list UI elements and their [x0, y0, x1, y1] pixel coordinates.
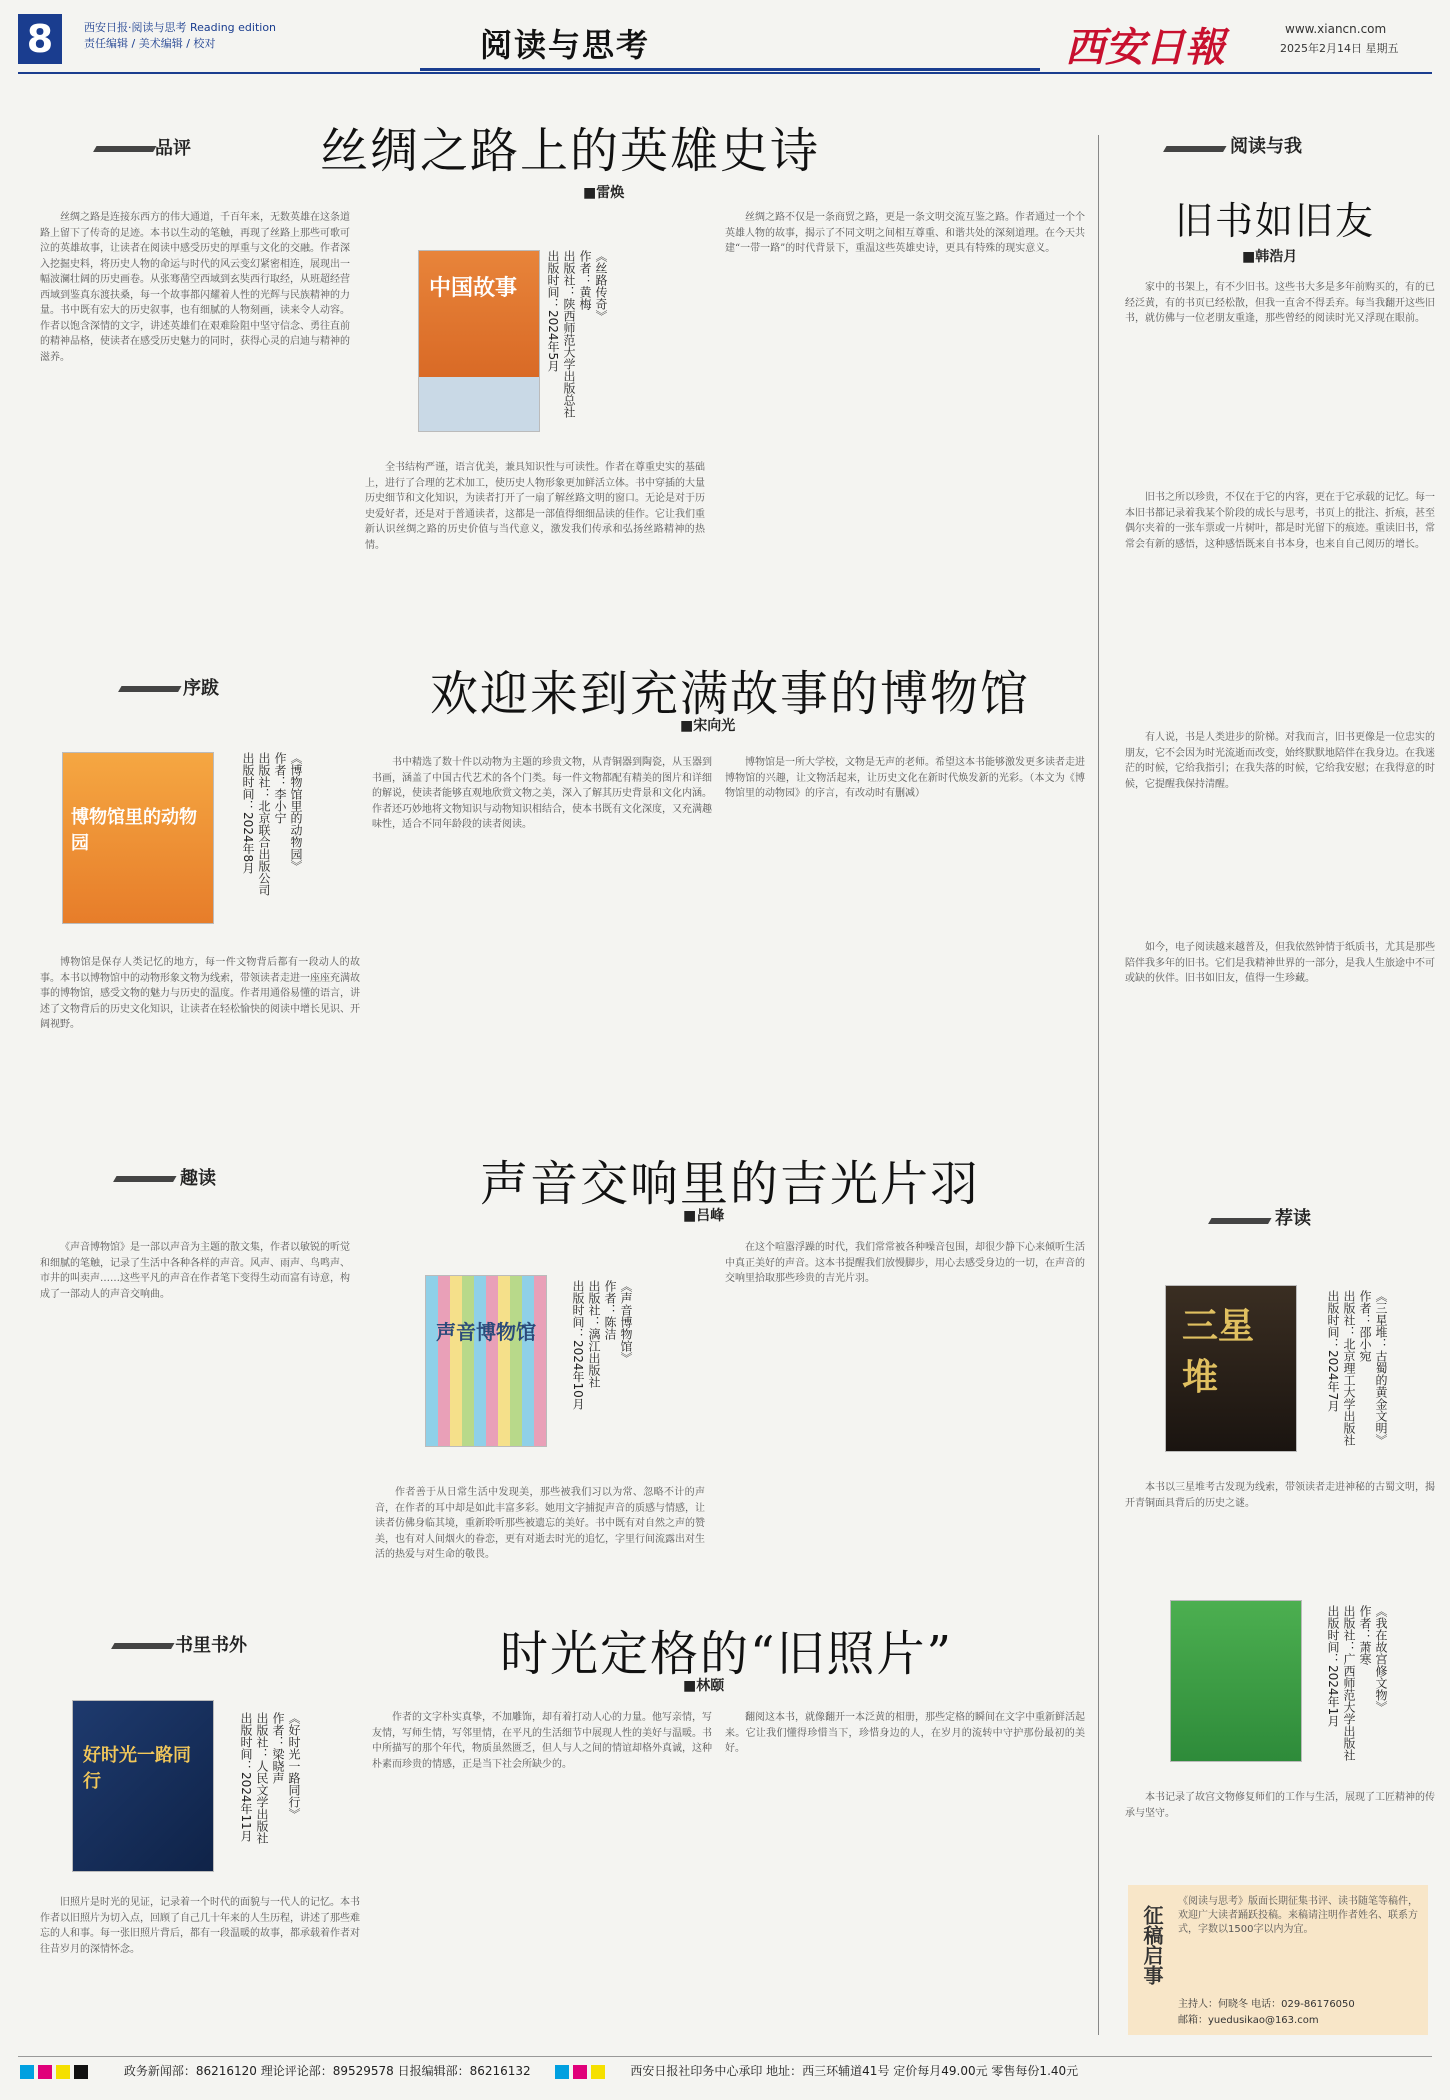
article-author-3: ■吕峰	[683, 1208, 725, 1224]
book-info-2-author: 作者：李小宁	[273, 752, 287, 824]
sidebar-body-2: 旧书之所以珍贵，不仅在于它的内容，更在于它承载的记忆。每一本旧书都记录着我某个阶段的成长与思考，书页上的批注、折痕，甚至偶尔夹着的一张车票或一片树叶，都是时光留下的痕迹。重读旧书，常常会有新的感悟，这种感悟既来自书本身，也来自自己阅历的增长。	[1125, 492, 1435, 550]
footer-contacts: 政务新闻部：86216120 理论评论部：89529578 日报编辑部：86216132	[123, 2064, 531, 2078]
rec-cover-1-label: 三星堆	[1182, 1305, 1255, 1398]
tag-brush-icon	[1208, 1200, 1282, 1224]
tag-yueduyuwo: 阅读与我	[1230, 136, 1302, 157]
section-title: 阅读与思考	[480, 26, 651, 64]
page-number: 8	[18, 14, 62, 64]
article-body-1b: 全书结构严谨，语言优美，兼具知识性与可读性。作者在尊重史实的基础上，进行了合理的艺术加工，使历史人物形象更加鲜活立体。书中穿插的大量历史细节和文化知识，为读者打开了一扇了解丝路文明的窗口。无论是对于历史爱好者，还是对于普通读者，这都是一部值得细细品读的佳作。它让我们重新认识丝绸之路的历史价值与当代意义，激发我们传承和弘扬丝路精神的热情。	[365, 462, 705, 551]
book-info-4-date: 出版时间：2024年11月	[239, 1712, 253, 1842]
color-bar-icon	[591, 2065, 605, 2079]
rec-blurb-2: 本书记录了故宫文物修复师们的工作与生活，展现了工匠精神的传承与坚守。	[1125, 1792, 1435, 1819]
article-author-2: ■宋向光	[680, 718, 736, 734]
book-info-4-author: 作者：梁晓声	[271, 1712, 285, 1784]
call-for-papers-box	[1128, 1885, 1428, 2035]
article-body-4b: 作者的文字朴实真挚，不加雕饰，却有着打动人心的力量。他写亲情，写友情，写师生情，写邻里情，在平凡的生活细节中展现人性的美好与温暖。书中所描写的那个年代，物质虽然匮乏，但人与人之间的情谊却格外真诚，这种朴素而珍贵的情感，正是当下社会所缺少的。	[372, 1712, 712, 1770]
color-bar-icon	[74, 2065, 88, 2079]
color-bar-icon	[20, 2065, 34, 2079]
article-body-2c: 博物馆是一所大学校，文物是无声的老师。希望这本书能够激发更多读者走进博物馆的兴趣，让文物活起来，让历史文化在新时代焕发新的光彩。（本文为《博物馆里的动物园》的序言，有改动时有删减）	[725, 757, 1085, 799]
rec-info-1-title: 《三星堆：古蜀的黄金文明》	[1374, 1290, 1388, 1446]
article-body-4c: 翻阅这本书，就像翻开一本泛黄的相册，那些定格的瞬间在文字中重新鲜活起来。它让我们懂得珍惜当下，珍惜身边的人，在岁月的流转中守护那份最初的美好。	[725, 1712, 1085, 1754]
rec-info-2-publisher: 出版社：广西师范大学出版社	[1342, 1605, 1356, 1761]
article-title-4: 时光定格的“旧照片”	[500, 1626, 954, 1682]
tag-brush-icon	[1163, 128, 1237, 152]
notice-contact: 主持人：何晓冬 电话：029-86176050	[1178, 1999, 1355, 2010]
edition-line-2: 责任编辑 / 美术编辑 / 校对	[84, 37, 216, 50]
book-cover-4	[72, 1700, 214, 1872]
article-title-3: 声音交响里的吉光片羽	[480, 1156, 981, 1212]
footer-printing: 西安日报社印务中心承印 地址：西三环辅道41号 定价每月49.00元 零售每份1.40元	[630, 2064, 1079, 2078]
notice-text: 《阅读与思考》版面长期征集书评、读书随笔等稿件，欢迎广大读者踊跃投稿。来稿请注明作者姓名、联系方式，字数以1500字以内为宜。	[1178, 1896, 1418, 1935]
book-info-2-date: 出版时间：2024年8月	[241, 752, 255, 875]
article-body-3b: 作者善于从日常生活中发现美，那些被我们习以为常、忽略不计的声音，在作者的耳中却是如此丰富多彩。她用文字捕捉声音的质感与情感，让读者仿佛身临其境，重新聆听那些被遗忘的美好。书中既有对自然之声的赞美，也有对人间烟火的眷恋，更有对逝去时光的追忆，字里行间流露出对生活的热爱与对生命的敬畏。	[375, 1487, 705, 1560]
rec-info-1	[1325, 1290, 1389, 1470]
book-cover-3	[425, 1275, 547, 1447]
tag-qudu: 趣读	[180, 1168, 216, 1189]
book-info-3-publisher: 出版社：漓江出版社	[587, 1280, 601, 1388]
tag-brush-icon	[118, 668, 192, 692]
rec-cover-2	[1170, 1600, 1302, 1762]
newspaper-logo: 西安日報	[1065, 24, 1225, 71]
book-cover-4-label: 好时光一路同行	[83, 1745, 191, 1792]
book-cover-2-label: 博物馆里的动物园	[71, 807, 197, 854]
sidebar-body-3: 有人说，书是人类进步的阶梯。对我而言，旧书更像是一位忠实的朋友，它不会因为时光流逝而改变，始终默默地陪伴在我身边。在我迷茫的时候，它给我指引；在我失落的时候，它给我安慰；在我得意的时候，它提醒我保持清醒。	[1125, 732, 1435, 790]
rec-info-2	[1325, 1605, 1389, 1795]
book-info-1	[545, 250, 609, 450]
footer	[18, 2056, 1432, 2085]
edition-info	[84, 20, 276, 52]
color-bar-icon	[56, 2065, 70, 2079]
notice-email[interactable]: 邮箱：yuedusikao@163.com	[1178, 2015, 1319, 2026]
book-info-3-title: 《声音博物馆》	[619, 1280, 633, 1364]
article-body-3c: 在这个喧嚣浮躁的时代，我们常常被各种噪音包围，却很少静下心来倾听生活中真正美好的声音。这本书提醒我们放慢脚步，用心去感受身边的一切，在声音的交响里拾取那些珍贵的吉光片羽。	[725, 1242, 1085, 1284]
sidebar-body-4: 如今，电子阅读越来越普及，但我依然钟情于纸质书，尤其是那些陪伴我多年的旧书。它们是我精神世界的一部分，是我人生旅途中不可或缺的伙伴。旧书如旧友，值得一生珍藏。	[1125, 942, 1435, 984]
sidebar-body-1: 家中的书架上，有不少旧书。这些书大多是多年前购买的，有的已经泛黄，有的书页已经松散，但我一直舍不得丢弃。每当我翻开这些旧书，就仿佛与一位老朋友重逢，那些曾经的阅读时光又浮现在眼前。	[1125, 282, 1435, 324]
book-info-2	[240, 752, 304, 932]
article-body-1c: 丝绸之路不仅是一条商贸之路，更是一条文明交流互鉴之路。作者通过一个个英雄人物的故事，揭示了不同文明之间相互尊重、和谐共处的深刻道理。在今天共建“一带一路”的时代背景下，重温这些英雄史诗，更具有特殊的现实意义。	[725, 212, 1085, 254]
rec-info-1-publisher: 出版社：北京理工大学出版社	[1342, 1290, 1356, 1446]
book-cover-1	[418, 250, 540, 432]
article-body-4a: 旧照片是时光的见证，记录着一个时代的面貌与一代人的记忆。本书作者以旧照片为切入点，回顾了自己几十年来的人生历程，讲述了那些难忘的人和事。每一张旧照片背后，都有一段温暖的故事，都承载着作者对往昔岁月的深情怀念。	[40, 1897, 360, 1955]
notice-title: 征稿启事	[1140, 1905, 1164, 1985]
edition-line-1: 西安日报·阅读与思考 Reading edition	[84, 21, 277, 34]
rec-info-1-author: 作者：邵小宛	[1358, 1290, 1372, 1362]
article-body-2a: 博物馆是保存人类记忆的地方，每一件文物背后都有一段动人的故事。本书以博物馆中的动物形象文物为线索，带领读者走进一座座充满故事的博物馆，感受文物的魅力与历史的温度。作者用通俗易懂的语言，讲述了文物背后的历史文化知识，让读者在轻松愉快的阅读中增长见识、开阔视野。	[40, 957, 360, 1030]
book-info-3	[570, 1280, 634, 1460]
color-bar-icon	[573, 2065, 587, 2079]
article-author-1: ■雷焕	[583, 185, 625, 201]
column-divider	[1098, 135, 1099, 2035]
tag-pinping: 品评	[155, 138, 191, 159]
book-info-2-publisher: 出版社：北京联合出版公司	[257, 752, 271, 896]
book-info-1-author: 作者：黄梅	[578, 250, 592, 310]
book-info-1-title: 《丝路传奇》	[594, 250, 608, 322]
rec-info-2-author: 作者：萧寒	[1358, 1605, 1372, 1665]
article-author-4: ■林颐	[683, 1678, 725, 1694]
book-info-1-publisher: 出版社：陕西师范大学出版总社	[562, 250, 576, 418]
issue-date: 2025年2月14日 星期五	[1280, 42, 1399, 55]
book-info-2-title: 《博物馆里的动物园》	[289, 752, 303, 872]
book-info-3-date: 出版时间：2024年10月	[571, 1280, 585, 1410]
website-url[interactable]: www.xiancn.com	[1285, 22, 1387, 36]
tag-xuba: 序跋	[183, 678, 219, 699]
sidebar-title: 旧书如旧友	[1175, 199, 1376, 243]
article-title-2: 欢迎来到充满故事的博物馆	[430, 666, 1031, 722]
book-cover-1-label: 中国故事	[429, 275, 518, 301]
rec-blurb-1: 本书以三星堆考古发现为线索，带领读者走进神秘的古蜀文明，揭开青铜面具背后的历史之谜。	[1125, 1482, 1435, 1509]
sidebar-author: ■韩浩月	[1242, 249, 1298, 265]
color-bar-icon	[555, 2065, 569, 2079]
rec-info-2-date: 出版时间：2024年1月	[1326, 1605, 1340, 1728]
article-body-1a: 丝绸之路是连接东西方的伟大通道，千百年来，无数英雄在这条道路上留下了传奇的足迹。本书以生动的笔触，再现了丝路上那些可歌可泣的英雄故事，让读者在阅读中感受历史的厚重与文化的交融。作者深入挖掘史料，将历史人物的命运与时代的风云变幻紧密相连，展现出一幅波澜壮阔的历史画卷。从张骞凿空西域到玄奘西行取经，从班超经营西域到鉴真东渡扶桑，每一个故事都闪耀着人性的光辉与民族精神的力量。书中既有宏大的历史叙事，也有细腻的人物刻画，读来令人动容。作者以饱含深情的文字，讲述英雄们在艰难险阻中坚守信念、勇往直前的精神品格，使读者在感受历史魅力的同时，获得心灵的启迪与精神的滋养。	[40, 212, 350, 363]
article-title-1: 丝绸之路上的英雄史诗	[320, 123, 821, 179]
tag-jiandu: 荐读	[1275, 1208, 1311, 1229]
book-info-4-title: 《好时光一路同行》	[287, 1712, 301, 1820]
color-bar-icon	[38, 2065, 52, 2079]
rec-info-1-date: 出版时间：2024年7月	[1326, 1290, 1340, 1413]
header-rule	[18, 72, 1432, 74]
article-body-3a: 《声音博物馆》是一部以声音为主题的散文集，作者以敏锐的听觉和细腻的笔触，记录了生活中各种各样的声音。风声、雨声、鸟鸣声、市井的叫卖声……这些平凡的声音在作者笔下变得生动而富有诗意，构成了一部动人的声音交响曲。	[40, 1242, 350, 1300]
rec-info-2-title: 《我在故宫修文物》	[1374, 1605, 1388, 1713]
book-info-1-date: 出版时间：2024年5月	[546, 250, 560, 373]
article-body-2b: 书中精选了数十件以动物为主题的珍贵文物，从青铜器到陶瓷，从玉器到书画，涵盖了中国古代艺术的各个门类。每一件文物都配有精美的图片和详细的解说，使读者能够直观地欣赏文物之美，深入了解其历史背景和文化内涵。作者还巧妙地将文物知识与动物知识相结合，使本书既有文化深度，又充满趣味性，适合不同年龄段的读者阅读。	[372, 757, 712, 830]
book-info-4	[238, 1712, 302, 1892]
tag-brush-icon	[111, 1625, 185, 1649]
book-info-3-author: 作者：陈洁	[603, 1280, 617, 1340]
tag-shulishuwai: 书里书外	[175, 1635, 247, 1656]
book-cover-3-label: 声音博物馆	[436, 1320, 536, 1344]
rec-cover-1	[1165, 1285, 1297, 1452]
book-cover-2	[62, 752, 214, 924]
book-info-4-publisher: 出版社：人民文学出版社	[255, 1712, 269, 1844]
tag-brush-icon	[113, 1158, 187, 1182]
